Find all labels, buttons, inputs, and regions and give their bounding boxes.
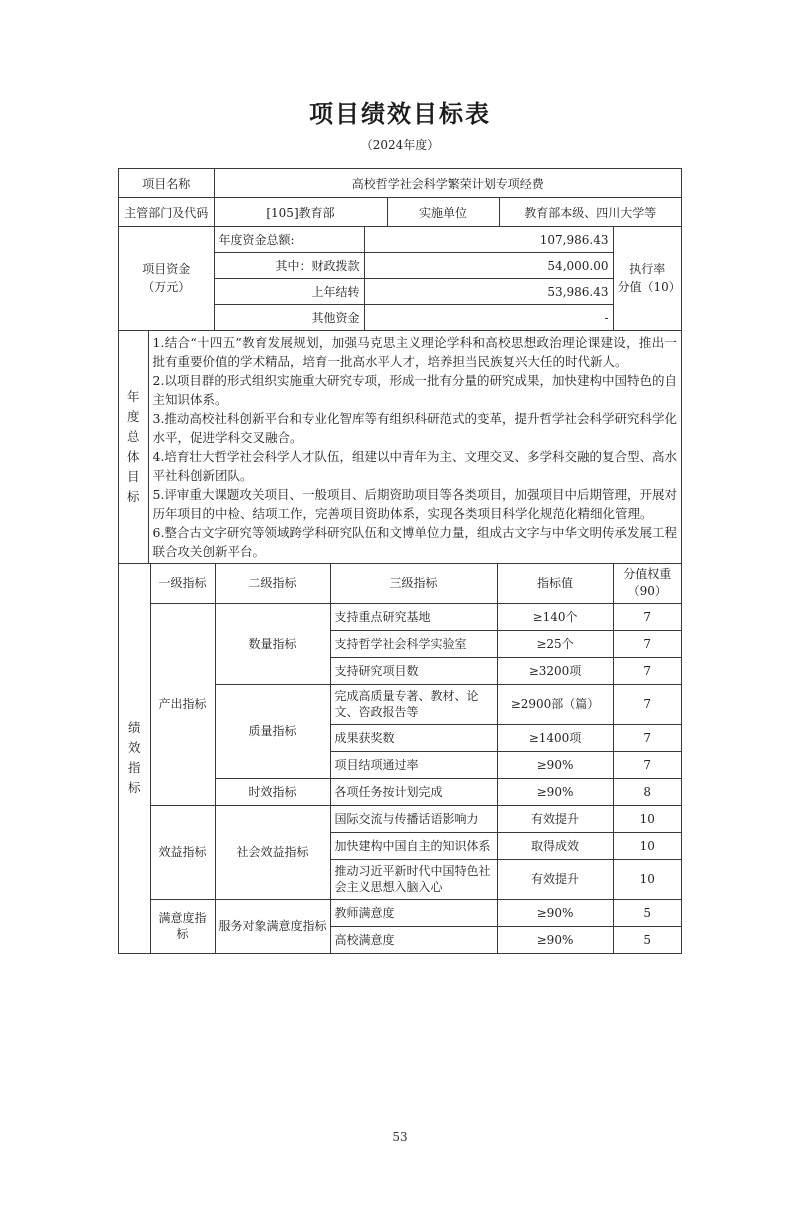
l2-service-satisfaction-indicator: 服务对象满意度指标	[215, 899, 330, 953]
indicator-weight: 10	[613, 805, 682, 832]
funds-total-value: 107,986.43	[364, 227, 613, 253]
goal-paragraph: 1.结合“十四五”教育发展规划，加强马克思主义理论学科和高校思想政治理论课建设，推出一批有重要价值的学术精品，培育一批高水平人才，培养担当民族复兴大任的时代新人。	[152, 335, 677, 369]
indicators-section	[119, 564, 682, 954]
l3-indicator: 项目结项通过率	[330, 751, 497, 778]
header-weight	[613, 564, 682, 603]
indicator-weight: 7	[613, 724, 682, 751]
indicator-value: ≥3200项	[497, 657, 613, 684]
indicator-weight: 5	[613, 926, 682, 953]
project-funds-section	[119, 227, 682, 331]
goal-paragraph: 5.评审重大课题攻关项目、一般项目、后期资助项目等各类项目，加强项目中后期管理，开展对历年项目的中检、结项工作，完善项目资助体系，实现各类项目科学化规范化精细化管理。	[152, 487, 677, 521]
indicator-value: ≥140个	[497, 603, 613, 630]
indicator-value: ≥90%	[497, 751, 613, 778]
indicator-weight: 8	[613, 778, 682, 805]
indicator-weight: 7	[613, 603, 682, 630]
l1-benefit-indicator: 效益指标	[150, 805, 215, 899]
funds-fiscal-value: 54,000.00	[364, 253, 613, 279]
funds-total-label: 年度资金总额:	[214, 227, 364, 253]
l3-indicator: 推动习近平新时代中国特色社会主义思想入脑入心	[330, 859, 497, 899]
indicator-value: 有效提升	[497, 859, 613, 899]
l2-quality-indicator: 质量指标	[215, 684, 330, 778]
dept-code-label: 主管部门及代码	[119, 198, 214, 227]
indicator-value: ≥2900部（篇）	[497, 684, 613, 724]
page-number: 53	[392, 1130, 408, 1144]
funds-fiscal-label: 其中：财政拨款	[214, 253, 364, 279]
l3-indicator: 支持重点研究基地	[330, 603, 497, 630]
l1-satisfaction-indicator: 满意度指标	[150, 899, 215, 953]
project-info-section	[119, 169, 682, 227]
header-l3: 三级指标	[330, 564, 497, 603]
indicator-value: ≥90%	[497, 926, 613, 953]
header-weight-line1: 分值权重	[623, 567, 672, 581]
funds-carryover-value: 53,986.43	[364, 279, 613, 305]
indicator-weight: 10	[613, 859, 682, 899]
l3-indicator: 完成高质量专著、教材、论文、咨政报告等	[330, 684, 497, 724]
annual-goal-label-cell	[119, 331, 148, 564]
goal-paragraph: 4.培育壮大哲学社会科学人才队伍，组建以中青年为主、文理交叉、多学科交融的复合型、高水平社科创新团队。	[152, 449, 677, 483]
dept-code-value: [105]教育部	[214, 198, 387, 227]
impl-unit-label: 实施单位	[387, 198, 499, 227]
indicator-value: ≥90%	[497, 778, 613, 805]
header-l2: 二级指标	[215, 564, 330, 603]
indicator-weight: 10	[613, 832, 682, 859]
impl-unit-value: 教育部本级、四川大学等	[499, 198, 682, 227]
funds-other-value: -	[364, 305, 613, 331]
document-page	[0, 94, 800, 1225]
indicator-value: ≥1400项	[497, 724, 613, 751]
funds-carryover-label: 上年结转	[214, 279, 364, 305]
header-weight-line2: （90）	[627, 584, 667, 599]
l3-indicator: 成果获奖数	[330, 724, 497, 751]
indicator-weight: 7	[613, 630, 682, 657]
execution-rate-line2: 分值（10）	[617, 279, 681, 294]
funds-other-label: 其他资金	[214, 305, 364, 331]
l1-output-indicator: 产出指标	[150, 603, 215, 805]
indicator-weight: 5	[613, 899, 682, 926]
performance-target-table	[118, 168, 682, 954]
indicator-value: ≥25个	[497, 630, 613, 657]
page-title: 项目绩效目标表	[309, 101, 491, 128]
execution-rate-line1: 执行率	[629, 262, 666, 277]
indicator-value: ≥90%	[497, 899, 613, 926]
l3-indicator: 各项任务按计划完成	[330, 778, 497, 805]
annual-goal-label: 年度总体目标	[127, 389, 140, 504]
funds-label-line2: （万元）	[142, 279, 191, 294]
indicator-weight: 7	[613, 751, 682, 778]
funds-label-line1: 项目资金	[142, 262, 191, 277]
goal-paragraph: 2.以项目群的形式组织实施重大研究专项，形成一批有分量的研究成果，加快建构中国特色的自主知识体系。	[152, 373, 677, 407]
project-name-value: 高校哲学社会科学繁荣计划专项经费	[214, 169, 682, 198]
l2-social-benefit-indicator: 社会效益指标	[215, 805, 330, 899]
header-value: 指标值	[497, 564, 613, 603]
goal-paragraph: 3.推动高校社科创新平台和专业化智库等有组织科研范式的变革，提升哲学社会科学研究科学化水平，促进学科交叉融合。	[152, 411, 677, 445]
indicator-weight: 7	[613, 684, 682, 724]
annual-goal-content	[148, 331, 682, 564]
l2-timeliness-indicator: 时效指标	[215, 778, 330, 805]
l3-indicator: 教师满意度	[330, 899, 497, 926]
project-name-label: 项目名称	[119, 169, 214, 198]
l3-indicator: 支持研究项目数	[330, 657, 497, 684]
annual-goal-section	[119, 331, 682, 564]
indicator-weight: 7	[613, 657, 682, 684]
l3-indicator: 加快建构中国自主的知识体系	[330, 832, 497, 859]
page-subtitle: （2024年度）	[360, 138, 440, 152]
indicators-label-cell	[119, 564, 150, 953]
indicator-value: 有效提升	[497, 805, 613, 832]
l3-indicator: 高校满意度	[330, 926, 497, 953]
execution-rate-label	[613, 227, 682, 331]
l3-indicator: 支持哲学社会科学实验室	[330, 630, 497, 657]
indicators-section-label: 绩效指标	[128, 720, 141, 796]
l3-indicator: 国际交流与传播话语影响力	[330, 805, 497, 832]
header-l1: 一级指标	[150, 564, 215, 603]
goal-paragraph: 6.整合古文字研究等领域跨学科研究队伍和文博单位力量，组成古文字与中华文明传承发展工程联合攻关创新平台。	[152, 525, 677, 559]
funds-label	[119, 227, 214, 331]
l2-quantity-indicator: 数量指标	[215, 603, 330, 684]
indicator-value: 取得成效	[497, 832, 613, 859]
